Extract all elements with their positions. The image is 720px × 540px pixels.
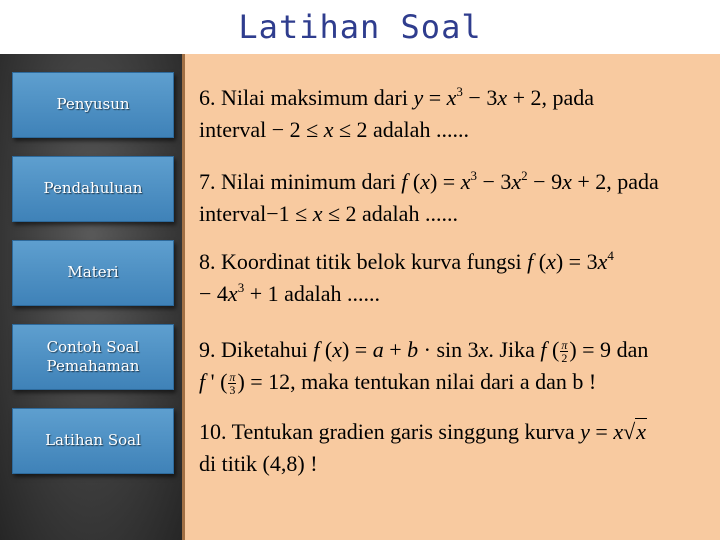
question-text: maka tentukan nilai dari a dan b ! [301, 369, 597, 394]
title-bar [0, 0, 720, 54]
question-text: , pada [606, 169, 659, 194]
question-10 [199, 416, 719, 480]
nav-button-pendahuluan[interactable]: Pendahuluan [12, 156, 174, 222]
question-text: adalah ...... [373, 117, 469, 142]
question-number: 7. [199, 169, 216, 194]
page-title: Latihan Soal [238, 8, 482, 46]
question-text: adalah ...... [362, 201, 458, 226]
math-formula: − 2 ≤ x ≤ 2 [271, 117, 368, 142]
question-text: interval [199, 201, 267, 226]
navigation-panel [0, 54, 182, 540]
nav-button-latihan-soal[interactable]: Latihan Soal [12, 408, 174, 474]
math-formula: f ( $\frac{\pi}{2}$ ) = 9 [540, 337, 612, 366]
question-text: Jika [499, 337, 535, 362]
question-text: interval [199, 117, 267, 142]
question-6 [199, 82, 719, 146]
question-number: 9. [199, 337, 216, 362]
math-formula: f $(x) = x^3 - 3x^2 - 9x + 2$ [401, 168, 607, 194]
question-text: , pada [541, 85, 595, 110]
question-text: Diketahui [221, 337, 308, 362]
question-8 [199, 246, 719, 310]
math-formula: f (x) = a + b · sin 3x. [313, 337, 494, 362]
nav-button-materi[interactable]: Materi [12, 240, 174, 306]
question-number: 8. [199, 249, 216, 274]
question-text: di titik (4,8) ! [199, 451, 318, 476]
question-9 [199, 334, 719, 398]
nav-button-contoh-soal[interactable]: Contoh Soal Pemahaman [12, 324, 174, 390]
question-number: 10. [199, 419, 227, 444]
math-formula: −1 ≤ x ≤ 2 [266, 201, 357, 226]
nav-button-penyusun[interactable]: Penyusun [12, 72, 174, 138]
question-text: Tentukan gradien garis singgung kurva [231, 419, 575, 444]
question-text: dan [616, 337, 649, 362]
math-formula: f $(x) = 3x^4$ [527, 248, 614, 274]
question-number: 6. [199, 85, 216, 110]
math-formula: y = x√x [580, 419, 646, 444]
question-text: adalah ...... [284, 281, 381, 306]
math-formula: − $4x^3 + 1$ [199, 280, 279, 306]
question-7 [199, 166, 719, 230]
math-formula: f ' ( $\frac{\pi}{3}$ ) = 12, [199, 369, 296, 398]
math-formula: $y = x^3 - 3x + 2$ [413, 84, 542, 110]
question-text: Nilai minimum dari [221, 169, 396, 194]
question-text: Nilai maksimum dari [221, 85, 408, 110]
content-panel [182, 54, 720, 540]
question-text: Koordinat titik belok kurva fungsi [221, 249, 522, 274]
